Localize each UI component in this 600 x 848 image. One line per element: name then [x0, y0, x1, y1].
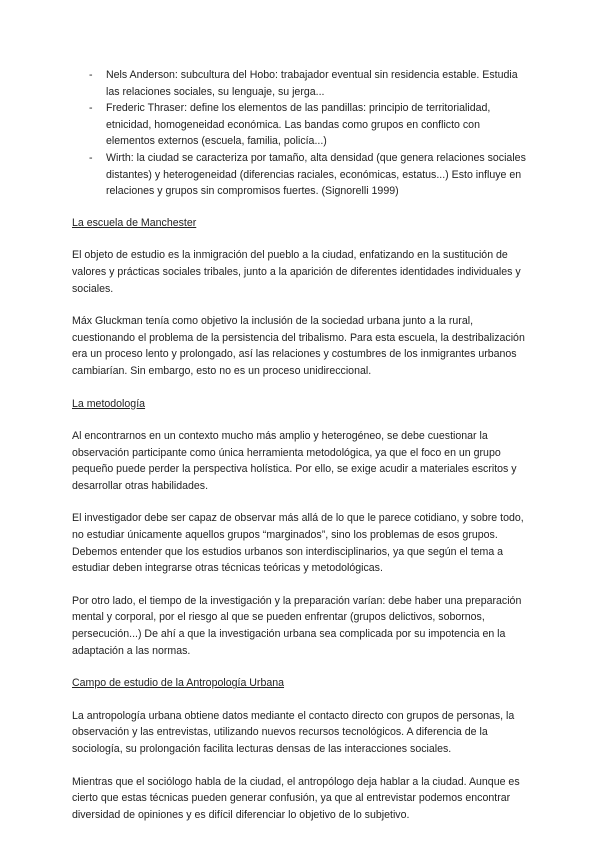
list-item-text: Wirth: la ciudad se caracteriza por tamaño, alta densidad (que genera relaciones sociales distantes) y heterogeneidad (diferencias raciales, económicas, estatus...) Esto influye en relaciones y grupos sin compromisos fuertes. (Signorelli 1999) [106, 151, 526, 198]
paragraph: El objeto de estudio es la inmigración del pueblo a la ciudad, enfatizando en la sustitución de valores y prácticas sociales tribales, junto a la aparición de diferentes identidades individuales y sociales. [72, 249, 521, 295]
paragraph: La antropología urbana obtiene datos mediante el contacto directo con grupos de personas, la observación y las entrevistas, utilizando nuevos recursos tecnológicos. A diferencia de la sociología, su prolongación facilita lecturas densas de las interacciones sociales. [72, 709, 515, 755]
list-item [72, 150, 528, 200]
document-page [72, 67, 528, 823]
section-heading-metodologia: La metodología [72, 397, 146, 410]
paragraph: Al encontrarnos en un contexto mucho más amplio y heterogéneo, se debe cuestionar la observación participante como única herramienta metodológica, ya que el foco en un grupo pequeño puede perder la perspectiva holística. Por ello, se exige acudir a materiales escritos y desarrollar otras habilidades. [72, 430, 517, 492]
paragraph: Por otro lado, el tiempo de la investigación y la preparación varían: debe haber una preparación mental y corporal, por el riesgo al que se pueden enfrentar (grupos delictivos, sobornos, persecución...) De ahí a que la investigación urbana sea complicada por su impotencia en la adaptación a las normas. [72, 594, 522, 657]
paragraph: El investigador debe ser capaz de observar más allá de lo que le parece cotidiano, y sobre todo, no estudiar únicamente aquellos grupos “marginados”, sino los problemas de esos grupos. Debemos entender que los estudios urbanos son interdisciplinarios, ya que según el tema a estudiar deben integrarse otras técnicas teóricas y metodológicas. [72, 512, 524, 575]
list-item-text: Nels Anderson: subcultura del Hobo: trabajador eventual sin residencia estable. Estudia las relaciones sociales, su lenguaje, su jerga... [106, 69, 518, 98]
bullet-dash: - [89, 102, 93, 115]
section-heading-campo-de-estudio: Campo de estudio de la Antropología Urbana [72, 677, 285, 690]
paragraph: Mientras que el sociólogo habla de la ciudad, el antropólogo deja hablar a la ciudad. Aunque es cierto que estas técnicas pueden generar confusión, ya que al entrevistar podemos encontrar diversidad de opiniones y es difícil diferenciar lo objetivo de lo subjetivo. [72, 775, 520, 821]
bullet-dash: - [89, 69, 93, 81]
list-item-text: Frederic Thraser: define los elementos de las pandillas: principio de territorialidad, etnicidad, homogeneidad económica. Las bandas como grupos en conflicto con elementos externos (escuela, familia, policía...) [106, 102, 491, 148]
section-heading-manchester: La escuela de Manchester [72, 216, 197, 229]
bullet-list [72, 67, 528, 200]
bullet-dash: - [89, 151, 93, 164]
paragraph: Máx Gluckman tenía como objetivo la inclusión de la sociedad urbana junto a la rural, cuestionando el problema de la persistencia del tribalismo. Para esta escuela, la destribalización era un proceso lento y prolongado, así las relaciones y costumbres de los inmigrantes urbanos cambiarían. Sin embargo, esto no es un proceso unidireccional. [72, 315, 525, 377]
list-item [72, 100, 528, 150]
list-item [72, 67, 528, 100]
